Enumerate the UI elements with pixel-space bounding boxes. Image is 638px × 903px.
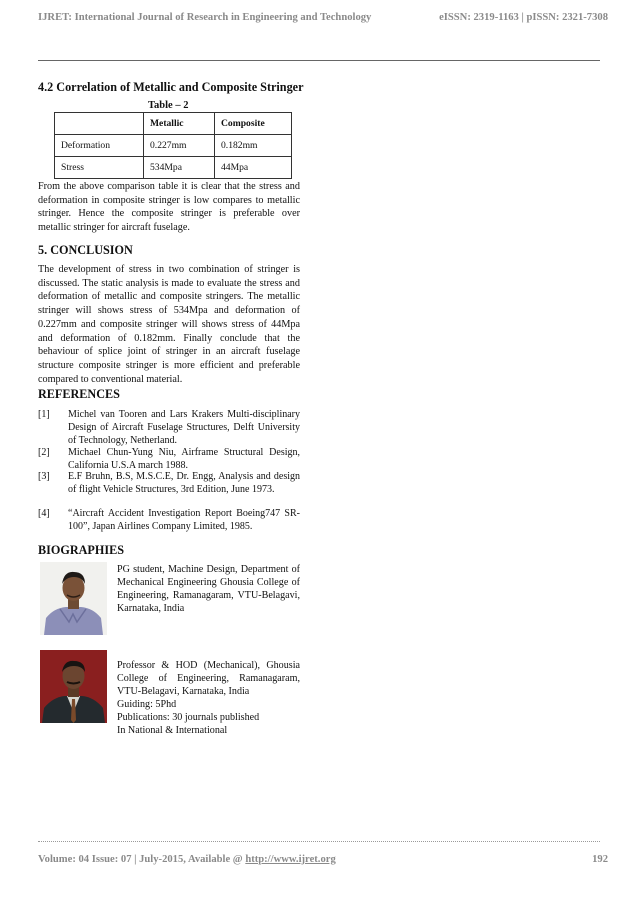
reference-number: [2] bbox=[38, 447, 50, 458]
header-divider bbox=[38, 60, 600, 61]
reference-item bbox=[38, 470, 300, 496]
comparison-paragraph bbox=[38, 180, 300, 235]
table-row bbox=[55, 135, 292, 157]
section-heading-biographies: BIOGRAPHIES bbox=[38, 543, 125, 557]
section-heading-correlation: 4.2 Correlation of Metallic and Composite Stringer bbox=[38, 80, 304, 94]
section-heading-conclusion: 5. CONCLUSION bbox=[38, 243, 133, 257]
reference-number: [1] bbox=[38, 409, 50, 420]
biography-guiding: Guiding: 5Phd bbox=[117, 699, 177, 710]
reference-number: [4] bbox=[38, 508, 50, 519]
table-row bbox=[55, 157, 292, 179]
issn-numbers: eISSN: 2319-1163 | pISSN: 2321-7308 bbox=[439, 12, 608, 23]
biography-2 bbox=[117, 659, 300, 737]
table-cell: 0.182mm bbox=[215, 135, 292, 157]
footer-divider bbox=[38, 841, 600, 842]
biography-text: PG student, Machine Design, Department of Mechanical Engineering Ghousia College of Engineering, Ramanagaram, VTU-Belagavi, Karnataka, India bbox=[117, 564, 300, 614]
reference-text: Michael Chun-Yung Niu, Airframe Structural Design, California U.S.A march 1988. bbox=[68, 447, 300, 471]
reference-text: “Aircraft Accident Investigation Report Boeing747 SR-100”, Japan Airlines Company Limited, 1985. bbox=[68, 508, 300, 532]
biography-scope: In National & International bbox=[117, 725, 228, 736]
reference-text: Michel van Tooren and Lars Krakers Multi-disciplinary Design of Aircraft Fuselage Structures, Delft University of Technology, Netherland. bbox=[68, 409, 300, 446]
table-header-row bbox=[55, 113, 292, 135]
table-cell: 534Mpa bbox=[144, 157, 215, 179]
biography-text: Professor & HOD (Mechanical), Ghousia College of Engineering, Ramanagaram, VTU-Belagavi, Karnataka, India bbox=[117, 660, 300, 697]
author-photo bbox=[40, 562, 107, 635]
paragraph-text: From the above comparison table it is clear that the stress and deformation in composite stringer is low compares to metallic stringer. Hence the composite stringer is preferable over metallic stringer for aircraft fuselage. bbox=[38, 181, 300, 234]
table-header-cell bbox=[55, 113, 144, 135]
reference-item bbox=[38, 408, 300, 447]
table-header-cell: Composite bbox=[215, 113, 292, 135]
biography-publications: Publications: 30 journals published bbox=[117, 712, 260, 723]
journal-link[interactable]: http://www.ijret.org bbox=[245, 854, 336, 865]
footer-issue-text: Volume: 04 Issue: 07 | July-2015, Available @ bbox=[38, 854, 246, 865]
journal-title: IJRET: International Journal of Research in Engineering and Technology bbox=[38, 12, 372, 23]
page-number: 192 bbox=[592, 854, 608, 865]
paragraph-text: The development of stress in two combination of stringer is discussed. The static analysis is made to evaluate the stress and deformation of metallic and composite stringers. The metallic stringer will shows stress of 534Mpa and deformation of 0.227mm and composite stringer will shows stress of 44Mpa and deformation of 0.182mm. Finally conclude that the behaviour of splice joint of stringer in an aircraft fuselage structure composite stringer is more efficient and preferable compared to conventional material. bbox=[38, 264, 300, 385]
footer-issue-info bbox=[38, 854, 336, 865]
table-cell: 44Mpa bbox=[215, 157, 292, 179]
comparison-table bbox=[54, 112, 292, 179]
reference-number: [3] bbox=[38, 471, 50, 482]
table-cell: Stress bbox=[55, 157, 144, 179]
table-caption: Table – 2 bbox=[148, 100, 189, 111]
table-cell: Deformation bbox=[55, 135, 144, 157]
reference-item bbox=[38, 446, 300, 472]
running-header bbox=[38, 12, 608, 30]
reference-item bbox=[38, 507, 300, 533]
biography-1 bbox=[117, 563, 300, 615]
table-cell: 0.227mm bbox=[144, 135, 215, 157]
table-header-cell: Metallic bbox=[144, 113, 215, 135]
section-heading-references: REFERENCES bbox=[38, 387, 120, 401]
conclusion-paragraph bbox=[38, 263, 300, 386]
author-photo bbox=[40, 650, 107, 723]
reference-text: E.F Bruhn, B.S, M.S.C.E, Dr. Engg, Analysis and design of flight Vehicle Structures, 3rd Edition, June 1973. bbox=[68, 471, 300, 495]
